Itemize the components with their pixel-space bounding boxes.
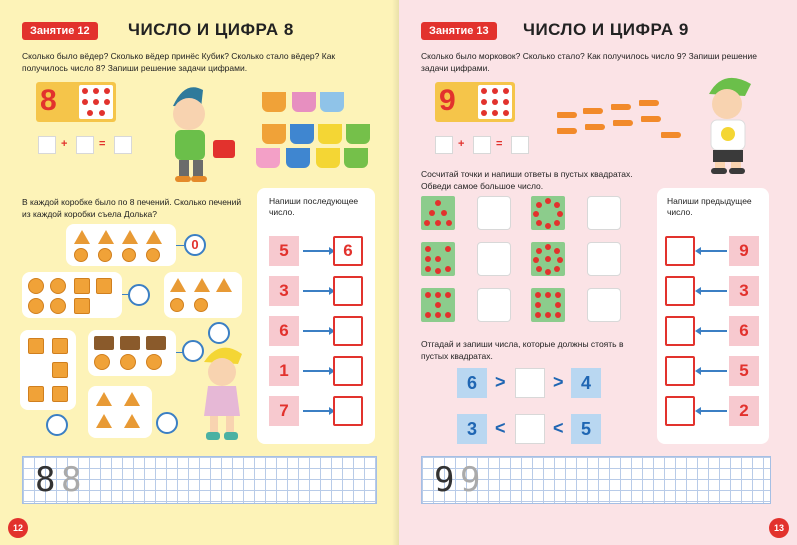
digit-card: [435, 82, 515, 122]
given-number: 1: [269, 356, 299, 386]
answer-box[interactable]: [665, 316, 695, 346]
writing-grid[interactable]: [22, 456, 377, 504]
cookie-box: [66, 224, 176, 266]
task-text: Сколько было морковок? Сколько стало? Как получилось число 9? Запиши решение задачи цифрами.: [421, 51, 757, 73]
bucket-icon: [262, 92, 286, 112]
plus-sign: +: [61, 138, 68, 150]
bucket-icon: [318, 124, 342, 144]
answer-square[interactable]: [587, 242, 621, 276]
arrow-left-icon: [699, 330, 727, 332]
equals-sign: =: [496, 138, 503, 150]
big-digit: 9: [439, 84, 456, 117]
arrow-left-icon: [699, 250, 727, 252]
cookie-box: [88, 386, 152, 438]
kubik-character-illustration: [695, 68, 765, 178]
right-page: [399, 0, 797, 545]
answer-circle[interactable]: [156, 412, 178, 434]
dot-card: [531, 196, 565, 230]
cookie-box: [88, 330, 176, 376]
sample-digit: 9: [434, 460, 455, 500]
dot-grid: [79, 85, 113, 119]
bucket-icon: [316, 148, 340, 168]
answer-square[interactable]: [477, 288, 511, 322]
given-number: 3: [269, 276, 299, 306]
bucket-icon: [256, 148, 280, 168]
plus-sign: +: [458, 138, 465, 150]
answer-square[interactable]: [477, 196, 511, 230]
lesson-label: Занятие 12: [22, 22, 98, 40]
bucket-icon: [344, 148, 368, 168]
cookie-box: [20, 330, 76, 410]
carrot-icon: [639, 100, 659, 106]
task-text: Отгадай и запиши числа, которые должны стоять в пустых квадратах.: [421, 339, 624, 361]
given-number: 7: [269, 396, 299, 426]
arrow-right-icon: [303, 330, 331, 332]
answer-box[interactable]: [665, 236, 695, 266]
compare-number: 5: [571, 414, 601, 444]
answer-circle[interactable]: [128, 284, 150, 306]
bucket-icon: [262, 124, 286, 144]
writing-grid[interactable]: [421, 456, 771, 504]
compare-sign: <: [553, 418, 564, 438]
answer-box[interactable]: 6: [333, 236, 363, 266]
dot-card: [421, 196, 455, 230]
compare-sign: <: [495, 418, 506, 438]
arrow-left-icon: [699, 370, 727, 372]
equals-sign: =: [99, 138, 106, 150]
digit-card: [36, 82, 116, 122]
given-number: 5: [729, 356, 759, 386]
answer-square[interactable]: [587, 288, 621, 322]
page-number: 13: [769, 518, 789, 538]
answer-square[interactable]: [114, 136, 132, 154]
bucket-icon: [346, 124, 370, 144]
given-number: 3: [729, 276, 759, 306]
kubik-character-illustration: [155, 78, 240, 188]
next-number-panel: [257, 188, 375, 444]
answer-circle[interactable]: [46, 414, 68, 436]
lesson-label: Занятие 13: [421, 22, 497, 40]
answer-box[interactable]: [665, 396, 695, 426]
compare-sign: >: [495, 372, 506, 392]
dot-card: [421, 288, 455, 322]
bucket-icon: [320, 92, 344, 112]
compare-number: 3: [457, 414, 487, 444]
arrow-right-icon: [303, 290, 331, 292]
dot-card: [531, 288, 565, 322]
answer-box[interactable]: [333, 276, 363, 306]
cookie-box: [164, 272, 242, 318]
answer-square[interactable]: [477, 242, 511, 276]
given-number: 2: [729, 396, 759, 426]
lesson-title: ЧИСЛО И ЦИФРА 9: [523, 20, 689, 39]
answer-box[interactable]: [665, 356, 695, 386]
given-number: 6: [729, 316, 759, 346]
answer-box[interactable]: [665, 276, 695, 306]
cookie-box: [22, 272, 122, 318]
given-number: 6: [269, 316, 299, 346]
carrot-icon: [583, 108, 603, 114]
panel-title: Напиши предыдущее число.: [667, 196, 752, 217]
arrow-right-icon: [303, 250, 331, 252]
arrow-left-icon: [699, 290, 727, 292]
arrow-right-icon: [303, 370, 331, 372]
carrot-icon: [641, 116, 661, 122]
answer-square[interactable]: [511, 136, 529, 154]
dot-card: [531, 242, 565, 276]
dot-card: [421, 242, 455, 276]
answer-box[interactable]: [333, 396, 363, 426]
dot-grid: [478, 85, 512, 119]
compare-number: 4: [571, 368, 601, 398]
answer-square[interactable]: [515, 368, 545, 398]
task-text: В каждой коробке было по 8 печений. Сколько печений из каждой коробки съела Долька?: [22, 197, 242, 219]
answer-square[interactable]: [435, 136, 453, 154]
tracing-digit: 8: [61, 460, 82, 500]
bucket-icon: [290, 124, 314, 144]
answer-square[interactable]: [76, 136, 94, 154]
given-number: 5: [269, 236, 299, 266]
task-text: Сосчитай точки и напиши ответы в пустых квадратах. Обведи самое большое число.: [421, 169, 633, 191]
arrow-right-icon: [303, 410, 331, 412]
answer-box[interactable]: [333, 316, 363, 346]
answer-square[interactable]: [473, 136, 491, 154]
answer-square[interactable]: [587, 196, 621, 230]
sample-digit: 8: [35, 460, 56, 500]
task-text: Сколько было вёдер? Сколько вёдер принёс Кубик? Сколько стало вёдер? Как получилось число 8? Запиши решение задачи цифрами.: [22, 51, 336, 73]
carrot-icon: [585, 124, 605, 130]
compare-number: 6: [457, 368, 487, 398]
carrot-icon: [661, 132, 681, 138]
panel-title: Напиши последующее число.: [269, 196, 359, 217]
carrot-icon: [557, 112, 577, 118]
carrot-icon: [611, 104, 631, 110]
previous-number-panel: [657, 188, 769, 444]
compare-sign: >: [553, 372, 564, 392]
answer-square[interactable]: [515, 414, 545, 444]
answer-square[interactable]: [38, 136, 56, 154]
answer-box[interactable]: [333, 356, 363, 386]
bucket-icon: [292, 92, 316, 112]
given-number: 9: [729, 236, 759, 266]
bucket-icon: [286, 148, 310, 168]
carrot-icon: [557, 128, 577, 134]
tracing-digit: 9: [460, 460, 481, 500]
carrot-icon: [613, 120, 633, 126]
lesson-title: ЧИСЛО И ЦИФРА 8: [128, 20, 294, 39]
arrow-left-icon: [699, 410, 727, 412]
dolka-character-illustration: [190, 340, 260, 444]
page-number: 12: [8, 518, 28, 538]
answer-circle[interactable]: 0: [184, 234, 206, 256]
big-digit: 8: [40, 84, 57, 117]
